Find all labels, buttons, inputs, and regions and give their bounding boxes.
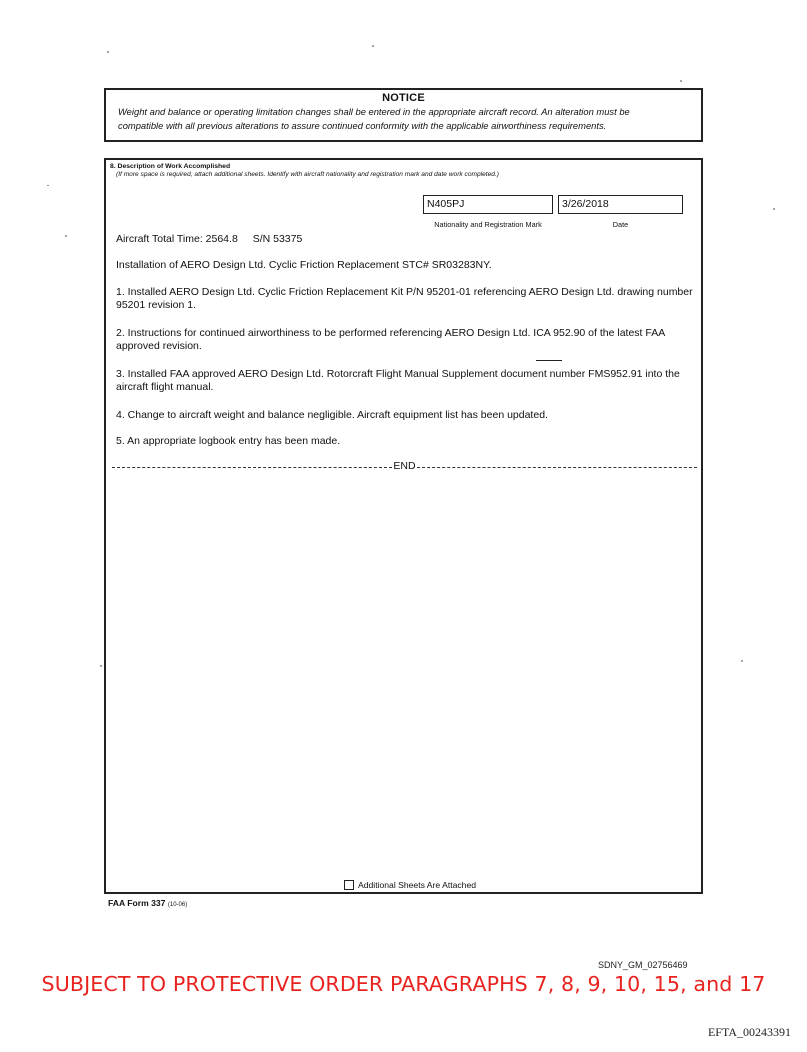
additional-sheets-row [344, 880, 476, 890]
work-item-5: 5. An appropriate logbook entry has been made. [116, 435, 341, 447]
registration-mark-field[interactable]: N405PJ [423, 195, 553, 214]
work-item-1: 1. Installed AERO Design Ltd. Cyclic Friction Replacement Kit P/N 95201-01 referencing AERO Design Ltd. drawing number 95201 revision 1. [116, 286, 693, 311]
work-item-3: 3. Installed FAA approved AERO Design Ltd. Rotorcraft Flight Manual Supplement document number FMS952.91 into the aircraft flight manual. [116, 368, 680, 393]
scan-speck [372, 45, 374, 47]
scan-speck [773, 208, 775, 210]
notice-title: NOTICE [382, 92, 425, 104]
scan-speck [65, 235, 67, 237]
aircraft-total-time: Aircraft Total Time: 2564.8 [116, 233, 238, 245]
end-dash-right [417, 467, 697, 468]
notice-text [118, 105, 691, 133]
scan-speck [741, 660, 743, 662]
scan-speck [107, 51, 109, 53]
aircraft-total-time-line [116, 233, 695, 246]
additional-sheets-checkbox[interactable] [344, 880, 354, 890]
date-caption: Date [612, 220, 629, 229]
work-description-section [104, 158, 703, 894]
bates-number: SDNY_GM_02756469 [598, 960, 688, 970]
form-identifier [108, 898, 187, 908]
scan-speck [100, 665, 102, 667]
notice-line-1: Weight and balance or operating limitation changes shall be entered in the appropriate aircraft record. An alteration must be [118, 106, 630, 117]
work-item-2: 2. Instructions for continued airworthiness to be performed referencing AERO Design Ltd. ICA 952.90 of the latest FAA approved revision. [116, 327, 665, 352]
additional-sheets-label: Additional Sheets Are Attached [358, 880, 477, 890]
serial-number: S/N 53375 [252, 233, 303, 245]
installation-summary: Installation of AERO Design Ltd. Cyclic Friction Replacement STC# SR03283NY. [116, 259, 492, 271]
notice-box [104, 88, 703, 142]
work-item-4: 4. Change to aircraft weight and balance negligible. Aircraft equipment list has been updated. [116, 409, 548, 421]
scan-speck [680, 80, 682, 82]
end-divider [112, 460, 697, 473]
form-revision: (10-06) [167, 902, 188, 908]
date-field[interactable]: 3/26/2018 [558, 195, 683, 214]
handwritten-underline-mark [536, 360, 562, 361]
efta-number: EFTA_00243391 [707, 1025, 791, 1039]
section-8-label: 8. Description of Work Accomplished [110, 163, 231, 170]
protective-order-banner: SUBJECT TO PROTECTIVE ORDER PARAGRAPHS 7, 8, 9, 10, 15, and 17 [41, 972, 766, 996]
notice-line-2: compatible with all previous alterations to assure continued conformity with the applicable airworthiness requirements. [118, 120, 607, 131]
registration-mark-caption: Nationality and Registration Mark [434, 220, 542, 229]
end-dash-left [112, 467, 392, 468]
end-marker: END [393, 460, 416, 472]
form-number: FAA Form 337 [108, 898, 166, 908]
section-8-instructions: (If more space is required, attach additional sheets. Identify with aircraft nationality and registration mark and date work completed.) [116, 171, 499, 178]
scan-speck [47, 185, 49, 186]
